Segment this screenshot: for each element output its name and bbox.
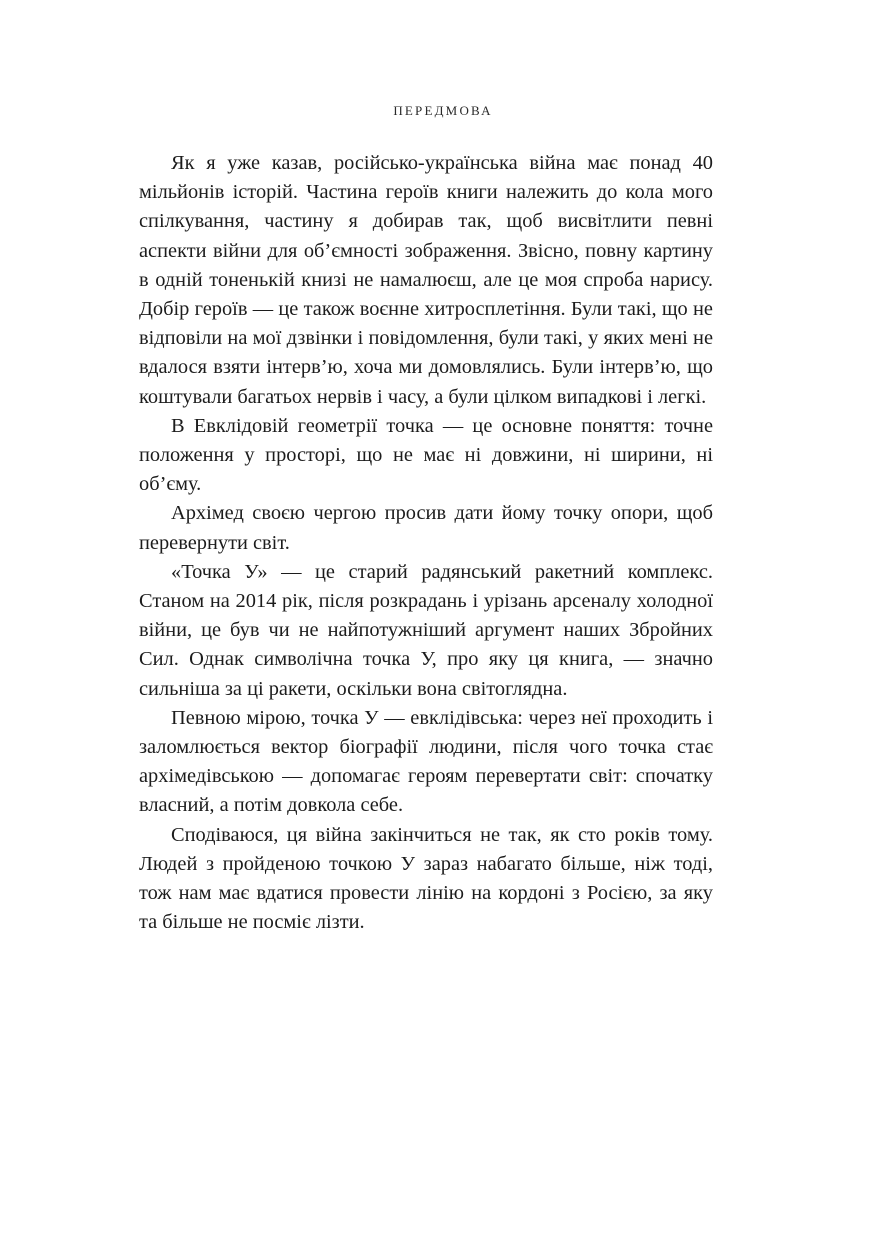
paragraph: Як я уже казав, російсько-українська війна має понад 40 мільйонів історій. Частина героїв книги належить до кола мого спілкування, частину я добирав так, щоб висвітлити певні аспекти війни для об’ємності зображення. Звісно, повну картину в одній тоненькій книзі не намалюєш, але це моя спроба нарису. Добір героїв — це також воєнне хитросплетіння. Були такі, що не відповіли на мої дзвінки і повідомлення, були такі, у яких мені не вдалося взяти інтерв’ю, хоча ми домовлялись. Були інтерв’ю, що коштували багатьох нервів і часу, а були цілком випадкові і легкі.	[139, 152, 713, 408]
running-head: ПЕРЕДМОВА	[393, 103, 493, 118]
paragraph: Певною мірою, точка У — евклідівська: через неї проходить і заломлюється вектор біографії людини, після чого точка стає архімедівською — допомагає героям перевертати світ: спочатку власний, а потім довкола себе.	[139, 706, 713, 817]
paragraph: В Евклідовій геометрії точка — це основне поняття: точне положення у просторі, що не має ні довжини, ні ширини, ні об’єму.	[139, 414, 713, 496]
paragraph: «Точка У» — це старий радянський ракетний комплекс. Станом на 2014 рік, після розкрадань і урізань арсеналу холодної війни, це був чи не найпотужніший аргумент наших Збройних Сил. Однак символічна точка У, про яку ця книга, — значно сильніша за ці ракети, оскільки вона світоглядна.	[139, 560, 713, 700]
paragraph: Архімед своєю чергою просив дати йому точку опори, щоб перевернути світ.	[139, 502, 713, 554]
paragraph: Сподіваюся, ця війна закінчиться не так, як сто років тому. Людей з пройденою точкою У зараз набагато більше, ніж тоді, тож нам має вдатися провести лінію на кордоні з Росією, за яку та більше не посміє лізти.	[139, 823, 713, 934]
body-text	[139, 149, 713, 937]
